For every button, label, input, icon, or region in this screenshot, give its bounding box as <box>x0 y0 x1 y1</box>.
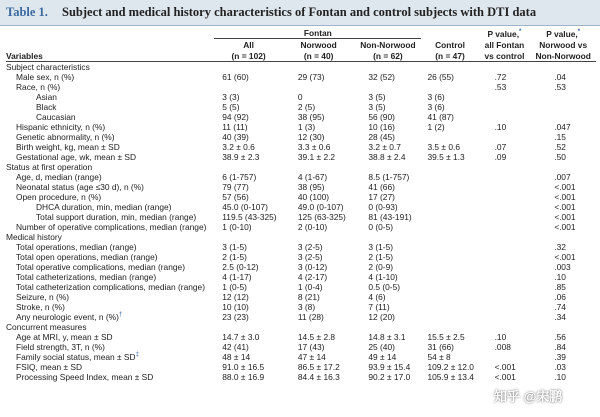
cell-col-3: 3 (5) <box>368 102 386 112</box>
cell-col-5: <.001 <box>494 372 516 382</box>
cell-col-4: 109.2 ± 12.0 <box>427 362 474 372</box>
table-row <box>6 182 596 192</box>
cell-col-1 <box>214 322 283 332</box>
row-label: Hispanic ethnicity, n (%) <box>16 122 106 132</box>
row-label: Total operative complications, median (range) <box>16 262 185 272</box>
cell-col-1: 6 (1-757) <box>222 172 257 182</box>
cell-col-6: .56 <box>554 332 566 342</box>
table-row <box>6 92 596 102</box>
cell-col-2: 38 (95) <box>297 182 325 192</box>
cell-col-4: 105.9 ± 13.4 <box>427 372 474 382</box>
row-label: DHCA duration, min, median (range) <box>36 202 172 212</box>
cell-col-4 <box>421 222 478 232</box>
pvalue1-header-line1: all Fontan <box>484 40 525 50</box>
cell-col-4: 26 (55) <box>427 72 454 82</box>
row-label: Caucasian <box>36 112 76 122</box>
cell-col-6: <.001 <box>554 252 576 262</box>
section-label: Medical history <box>6 232 62 242</box>
row-label: Race, n (%) <box>16 82 61 92</box>
cell-col-6: .39 <box>554 352 566 362</box>
table-row <box>6 242 596 252</box>
cell-col-6: .003 <box>554 262 571 272</box>
cell-col-2: 3 (8) <box>297 302 316 312</box>
table-row <box>6 112 596 122</box>
cell-col-5 <box>479 162 531 172</box>
cell-col-1: 4 (1-17) <box>222 272 252 282</box>
cell-col-1: 3.2 ± 0.6 <box>222 142 255 152</box>
table-row <box>6 192 596 202</box>
cell-col-1: 91.0 ± 16.5 <box>222 362 265 372</box>
cell-col-3: 4 (6) <box>368 292 386 302</box>
row-label: Number of operative complications, median (range) <box>16 222 207 232</box>
cell-col-5 <box>479 262 531 272</box>
cell-col-4 <box>421 242 478 252</box>
section-header-row <box>6 322 596 332</box>
cell-col-3 <box>354 322 421 332</box>
table-row <box>6 312 596 322</box>
cell-col-2: 17 (43) <box>297 342 325 352</box>
pvalue2-header-line1: Norwood vs <box>539 40 588 50</box>
cell-col-4 <box>421 62 478 73</box>
watermark: 知乎 @宋鹏 <box>494 389 563 404</box>
cell-col-3: 93.9 ± 15.4 <box>368 362 411 372</box>
cell-col-1: 79 (77) <box>222 182 249 192</box>
pvalue2-header-line0: P value,* <box>546 28 581 39</box>
cell-col-4: 3 (6) <box>427 92 445 102</box>
row-label: Age at MRI, y, mean ± SD <box>16 332 113 342</box>
col-control-header: Control <box>435 40 465 50</box>
cell-col-2 <box>283 322 354 332</box>
table-row <box>6 352 596 362</box>
cell-col-3: 41 (66) <box>368 182 395 192</box>
cell-col-2 <box>283 162 354 172</box>
cell-col-2: 3 (2-5) <box>297 242 323 252</box>
table-row <box>6 212 596 222</box>
table-row <box>6 142 596 152</box>
col-norwood-n: (n = 40) <box>283 50 354 62</box>
table-row <box>6 152 596 162</box>
cell-col-6 <box>530 62 596 73</box>
cell-col-6 <box>530 232 596 242</box>
cell-col-4: 1 (2) <box>427 122 445 132</box>
cell-col-4 <box>421 262 478 272</box>
section-header-row <box>6 62 596 73</box>
table-row <box>6 272 596 282</box>
cell-col-4 <box>421 312 478 322</box>
cell-col-5 <box>479 282 531 292</box>
cell-col-5: .09 <box>494 152 507 162</box>
cell-col-3: 90.2 ± 17.0 <box>368 372 411 382</box>
cell-col-1: 2.5 (0-12) <box>222 262 259 272</box>
row-label: Gestational age, wk, mean ± SD <box>16 152 137 162</box>
table-row <box>6 132 596 142</box>
cell-col-6: .52 <box>554 142 566 152</box>
cell-col-2: 40 (100) <box>297 192 330 202</box>
cell-col-4 <box>421 192 478 202</box>
cell-col-1: 14.7 ± 3.0 <box>222 332 260 342</box>
cell-col-5 <box>479 222 531 232</box>
row-label: Birth weight, kg, mean ± SD <box>16 142 120 152</box>
cell-col-2: 1 (3) <box>297 122 316 132</box>
cell-col-6: .74 <box>554 302 566 312</box>
cell-col-5 <box>479 132 531 142</box>
row-label: Processing Speed Index, mean ± SD <box>16 372 154 382</box>
cell-col-4 <box>421 172 478 182</box>
cell-col-2: 4 (2-17) <box>297 272 328 282</box>
section-label: Status at first operation <box>6 162 93 172</box>
cell-col-3: 0 (0-5) <box>368 222 394 232</box>
cell-col-6: .10 <box>554 272 566 282</box>
cell-col-3 <box>354 162 421 172</box>
table-row <box>6 222 596 232</box>
row-label: Neonatal status (age ≤30 d), n (%) <box>16 182 144 192</box>
cell-col-1 <box>214 232 283 242</box>
cell-col-1: 45.0 (0-107) <box>222 202 268 212</box>
cell-col-6: <.001 <box>554 182 576 192</box>
cell-col-4 <box>421 282 478 292</box>
cell-col-3: 17 (27) <box>368 192 395 202</box>
cell-col-4: 3 (6) <box>427 102 445 112</box>
cell-col-2: 8 (21) <box>297 292 320 302</box>
cell-col-6: .53 <box>554 82 566 92</box>
cell-col-2: 14.5 ± 2.8 <box>297 332 336 342</box>
row-label: Asian <box>36 92 57 102</box>
cell-col-6: .84 <box>554 342 566 352</box>
cell-col-5 <box>479 322 531 332</box>
cell-col-6: .06 <box>554 292 566 302</box>
cell-col-4: 39.5 ± 1.3 <box>427 152 465 162</box>
cell-col-2: 84.4 ± 16.3 <box>297 372 340 382</box>
cell-col-2: 3 (2-5) <box>297 252 323 262</box>
cell-col-1: 94 (92) <box>222 112 249 122</box>
cell-col-5: .008 <box>494 342 511 352</box>
cell-col-3: 81 (43-191) <box>368 212 412 222</box>
cell-col-5: .53 <box>494 82 507 92</box>
cell-col-3: 10 (16) <box>368 122 395 132</box>
cell-col-3 <box>354 232 421 242</box>
cell-col-3: 3 (1-5) <box>368 242 394 252</box>
cell-col-3 <box>354 62 421 73</box>
cell-col-2: 38 (95) <box>297 112 325 122</box>
cell-col-5 <box>479 302 531 312</box>
variables-header: Variables <box>6 50 214 62</box>
cell-col-2: 49.0 (0-107) <box>297 202 344 212</box>
cell-col-3: 2 (0-9) <box>368 262 394 272</box>
row-label: Black <box>36 102 57 112</box>
cell-col-1 <box>214 62 283 73</box>
table-label: Table 1. <box>6 5 48 19</box>
cell-col-6: .32 <box>554 242 566 252</box>
cell-col-3: 3 (5) <box>368 92 386 102</box>
cell-col-2: 3 (0-12) <box>297 262 328 272</box>
cell-col-6: .15 <box>554 132 566 142</box>
cell-col-6: <.001 <box>554 202 576 212</box>
row-label: Male sex, n (%) <box>16 72 75 82</box>
row-label: Total catheterizations, median (range) <box>16 272 157 282</box>
cell-col-5 <box>479 172 531 182</box>
cell-col-6: .85 <box>554 282 566 292</box>
cell-col-2: 86.5 ± 17.2 <box>297 362 340 372</box>
cell-col-2: 125 (63-325) <box>297 212 346 222</box>
cell-col-4 <box>421 202 478 212</box>
row-label: Total catheterization complications, median (range) <box>16 282 205 292</box>
cell-col-3: 38.8 ± 2.4 <box>368 152 406 162</box>
table-body <box>6 62 596 383</box>
cell-col-6: <.001 <box>554 212 576 222</box>
cell-col-4 <box>421 162 478 172</box>
row-label: FSIQ, mean ± SD <box>16 362 83 372</box>
cell-col-5 <box>479 252 531 262</box>
cell-col-5 <box>479 112 531 122</box>
cell-col-1: 23 (23) <box>222 312 249 322</box>
row-label: Family social status, mean ± SD‡ <box>16 352 139 362</box>
cell-col-5 <box>479 232 531 242</box>
cell-col-6 <box>530 162 596 172</box>
cell-col-2: 39.1 ± 2.2 <box>297 152 336 162</box>
cell-col-3: 12 (20) <box>368 312 395 322</box>
cell-col-3: 49 ± 14 <box>368 352 397 362</box>
cell-col-6: .03 <box>554 362 566 372</box>
cell-col-1: 42 (41) <box>222 342 249 352</box>
cell-col-2: 2 (0-10) <box>297 222 328 232</box>
col-control-n: (n = 47) <box>421 50 478 62</box>
cell-col-3: 14.8 ± 3.1 <box>368 332 406 342</box>
cell-col-5 <box>479 242 531 252</box>
cell-col-5 <box>479 102 531 112</box>
cell-col-4 <box>421 252 478 262</box>
cell-col-1: 88.0 ± 16.9 <box>222 372 265 382</box>
cell-col-1: 2 (1-5) <box>222 252 247 262</box>
table-row <box>6 122 596 132</box>
cell-col-1: 1 (0-10) <box>222 222 252 232</box>
cell-col-2: 12 (30) <box>297 132 325 142</box>
cell-col-2: 2 (5) <box>297 102 316 112</box>
cell-col-1: 3 (3) <box>222 92 240 102</box>
col-all-header: All <box>243 40 254 50</box>
cell-col-2: 0 <box>297 92 303 102</box>
cell-col-5 <box>479 62 531 73</box>
row-label: Total operations, median (range) <box>16 242 137 252</box>
table-row <box>6 82 596 92</box>
cell-col-3: 7 (11) <box>368 302 390 312</box>
cell-col-3: 0.5 (0-5) <box>368 282 401 292</box>
cell-col-5: .10 <box>494 122 507 132</box>
cell-col-1: 5 (5) <box>222 102 240 112</box>
cell-col-3: 25 (40) <box>368 342 395 352</box>
cell-col-6 <box>530 102 596 112</box>
table-row <box>6 202 596 212</box>
pvalue2-header-line2: Non-Norwood <box>530 50 596 62</box>
cell-col-2: 3.3 ± 0.6 <box>297 142 331 152</box>
cell-col-5 <box>479 182 531 192</box>
cell-col-3: 3.2 ± 0.7 <box>368 142 401 152</box>
table-row <box>6 362 596 372</box>
table-row <box>6 282 596 292</box>
cell-col-6: .10 <box>554 372 566 382</box>
cell-col-6 <box>530 322 596 332</box>
cell-col-5 <box>479 272 531 282</box>
table-row <box>6 372 596 382</box>
cell-col-1: 57 (56) <box>222 192 249 202</box>
row-label: Open procedure, n (%) <box>16 192 102 202</box>
cell-col-2: 29 (73) <box>297 72 325 82</box>
cell-col-6: .04 <box>554 72 566 82</box>
col-all-n: (n = 102) <box>214 50 283 62</box>
row-label: Total support duration, min, median (range) <box>36 212 197 222</box>
cell-col-1: 1 (0-5) <box>222 282 247 292</box>
cell-col-3: 28 (45) <box>368 132 395 142</box>
data-table <box>6 27 596 382</box>
cell-col-1: 11 (11) <box>222 122 248 132</box>
cell-col-3 <box>354 82 421 92</box>
cell-col-6: .007 <box>554 172 571 182</box>
cell-col-1: 38.9 ± 2.3 <box>222 152 260 162</box>
cell-col-4: 15.5 ± 2.5 <box>427 332 465 342</box>
cell-col-6: .34 <box>554 312 566 322</box>
cell-col-6: .047 <box>554 122 571 132</box>
cell-col-6: .50 <box>554 152 566 162</box>
fontan-group-header: Fontan <box>214 27 421 39</box>
row-label: Any neurologic event, n (%)† <box>16 312 123 322</box>
cell-col-1 <box>214 82 283 92</box>
table-row <box>6 252 596 262</box>
cell-col-5 <box>479 92 531 102</box>
cell-col-2 <box>283 82 354 92</box>
table-title: Subject and medical history characteristics of Fontan and control subjects with DTI data <box>62 5 537 19</box>
row-label: Stroke, n (%) <box>16 302 65 312</box>
cell-col-1: 48 ± 14 <box>222 352 251 362</box>
cell-col-5 <box>479 192 531 202</box>
cell-col-4 <box>421 212 478 222</box>
col-non-norwood-header: Non-Norwood <box>360 40 416 50</box>
cell-col-4 <box>421 232 478 242</box>
cell-col-5 <box>479 202 531 212</box>
cell-col-4 <box>421 302 478 312</box>
col-non-norwood-n: (n = 62) <box>354 50 421 62</box>
cell-col-5 <box>479 292 531 302</box>
cell-col-3: 56 (90) <box>368 112 395 122</box>
cell-col-3: 0 (0-93) <box>368 202 398 212</box>
cell-col-2 <box>283 232 354 242</box>
table-row <box>6 102 596 112</box>
row-label: Age, d, median (range) <box>16 172 102 182</box>
row-label: Field strength, 3T, n (%) <box>16 342 105 352</box>
row-label: Seizure, n (%) <box>16 292 70 302</box>
cell-col-3: 4 (1-10) <box>368 272 398 282</box>
cell-col-1 <box>214 162 283 172</box>
section-header-row <box>6 162 596 172</box>
cell-col-4: 31 (66) <box>427 342 454 352</box>
section-label: Concurrent measures <box>6 322 87 332</box>
cell-col-5: .10 <box>494 332 507 342</box>
cell-col-1: 3 (1-5) <box>222 242 247 252</box>
cell-col-2: 4 (1-67) <box>297 172 328 182</box>
row-label: Total open operations, median (range) <box>16 252 158 262</box>
table-row <box>6 292 596 302</box>
cell-col-2 <box>283 62 354 73</box>
cell-col-6: <.001 <box>554 222 576 232</box>
cell-col-3: 32 (52) <box>368 72 395 82</box>
cell-col-4 <box>421 292 478 302</box>
cell-col-4 <box>421 182 478 192</box>
table-row <box>6 72 596 82</box>
cell-col-1: 119.5 (43-325) <box>222 212 277 222</box>
pvalue1-header-line2: vs control <box>479 50 531 62</box>
pvalue1-header-line0: P value,* <box>487 28 522 39</box>
cell-col-3: 2 (1-5) <box>368 252 394 262</box>
table-title-bar <box>0 0 600 26</box>
cell-col-2: 47 ± 14 <box>297 352 326 362</box>
cell-col-4 <box>421 272 478 282</box>
cell-col-1: 61 (60) <box>222 72 249 82</box>
table-row <box>6 302 596 312</box>
cell-col-5: .07 <box>494 142 507 152</box>
cell-col-3: 8.5 (1-757) <box>368 172 410 182</box>
cell-col-5 <box>479 312 531 322</box>
cell-col-5 <box>479 212 531 222</box>
cell-col-4 <box>421 322 478 332</box>
section-header-row <box>6 232 596 242</box>
cell-col-5: .72 <box>494 72 507 82</box>
cell-col-2: 11 (28) <box>297 312 324 322</box>
table-row <box>6 262 596 272</box>
cell-col-6 <box>530 112 596 122</box>
section-label: Subject characteristics <box>6 62 90 72</box>
row-label: Genetic abnormality, n (%) <box>16 132 115 142</box>
table-row <box>6 332 596 342</box>
cell-col-5 <box>479 352 531 362</box>
cell-col-4: 41 (87) <box>427 112 454 122</box>
cell-col-4 <box>421 82 478 92</box>
cell-col-1: 10 (10) <box>222 302 249 312</box>
cell-col-4 <box>421 132 478 142</box>
cell-col-6 <box>530 92 596 102</box>
cell-col-1: 12 (12) <box>222 292 249 302</box>
cell-col-6: <.001 <box>554 192 576 202</box>
cell-col-1: 40 (39) <box>222 132 249 142</box>
cell-col-5: <.001 <box>494 362 516 372</box>
col-norwood-header: Norwood <box>300 40 337 50</box>
cell-col-4: 54 ± 8 <box>427 352 451 362</box>
table-row <box>6 342 596 352</box>
cell-col-2: 1 (0-4) <box>297 282 323 292</box>
cell-col-4: 3.5 ± 0.6 <box>427 142 460 152</box>
table-row <box>6 172 596 182</box>
